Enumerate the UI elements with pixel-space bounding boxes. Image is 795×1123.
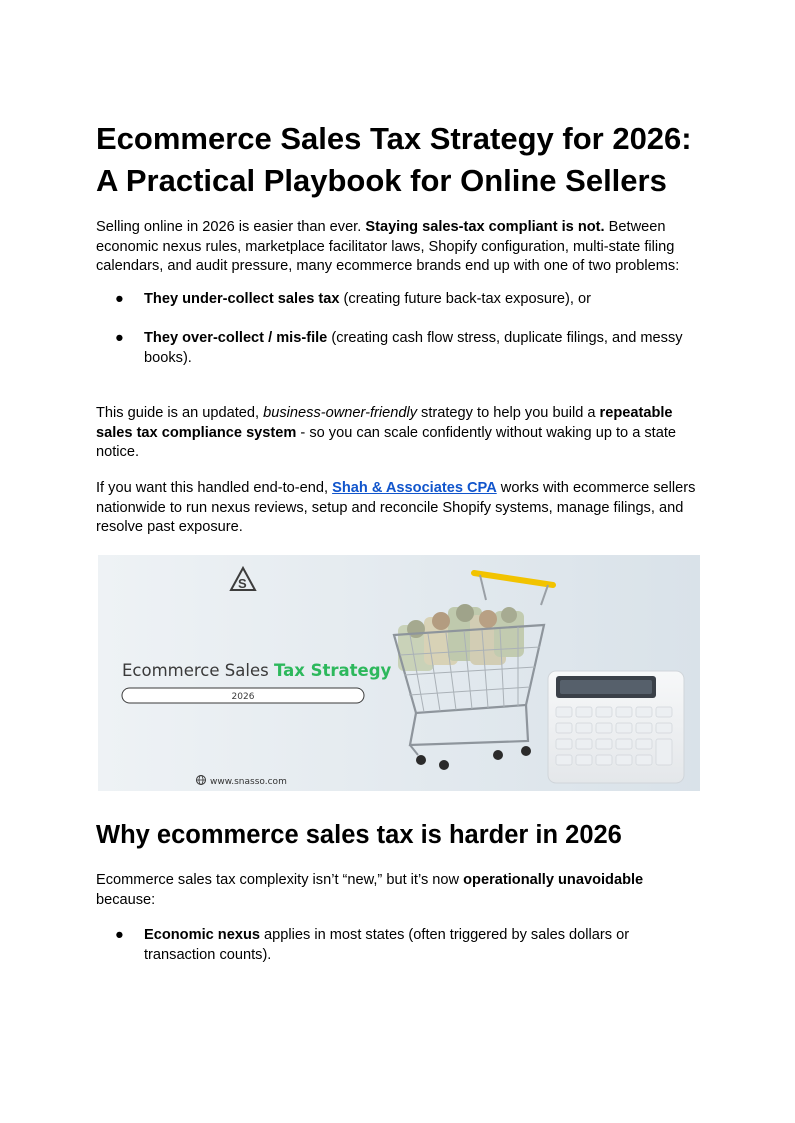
guide-bold: repeatable sales tax compliance system [96, 405, 673, 441]
list-item [96, 290, 700, 310]
problem-text: (creating cash flow stress, duplicate filings, and messy books). [144, 330, 683, 366]
article-title-line2: A Practical Playbook for Online Sellers [96, 163, 667, 198]
article-title-line1: Ecommerce Sales Tax Strategy for 2026: [96, 121, 692, 156]
hero-image [98, 555, 700, 791]
guide-italic: business-owner-friendly [263, 405, 417, 421]
bullet-icon: ● [115, 330, 124, 346]
section-intro-text-1: Ecommerce sales tax complexity isn’t “new,” but it’s now [96, 872, 464, 888]
intro-paragraph [96, 218, 696, 277]
reason-bold: Economic nexus [144, 927, 260, 943]
problem-text: (creating future back-tax exposure), or [339, 291, 591, 307]
guide-paragraph [96, 404, 696, 463]
hero-year: 2026 [231, 692, 255, 702]
reason-text: applies in most states (often triggered by sales dollars or transaction counts). [144, 927, 630, 963]
section-intro-paragraph [96, 871, 696, 910]
bullet-icon: ● [115, 291, 124, 307]
hero-url: www.snasso.com [210, 777, 287, 787]
guide-text-2: strategy to help you build a [417, 405, 600, 421]
intro-text-2: Between economic nexus rules, marketplace facilitator laws, Shopify configuration, multi-state filing calendars, and audit pressure, many ecommerce brands end up with one of two problems: [96, 219, 680, 274]
bullet-icon: ● [115, 927, 124, 943]
section-intro-text-2: because: [96, 891, 156, 908]
logo-letter: S [238, 576, 247, 591]
article-title [96, 118, 706, 202]
guide-text-1: This guide is an updated, [96, 405, 264, 421]
hero-title [122, 661, 392, 680]
cta-text-1: If you want this handled end-to-end, [96, 480, 333, 496]
list-item [96, 329, 700, 368]
hero-title-part2: Tax Strategy [273, 661, 392, 680]
section-heading: Why ecommerce sales tax is harder in 2026 [96, 821, 622, 849]
intro-text-1: Selling online in 2026 is easier than ever. [96, 219, 366, 235]
intro-bold: Staying sales-tax compliant is not. [365, 219, 605, 235]
list-item [96, 926, 700, 965]
cta-text-2: works with ecommerce sellers nationwide to run nexus reviews, setup and reconcile Shopify systems, manage filings, and resolve past exposure. [96, 480, 696, 535]
reasons-list [96, 926, 700, 965]
firm-link[interactable]: Shah & Associates CPA [332, 480, 497, 496]
problem-bold: They over-collect / mis-file [144, 330, 328, 346]
hero-title-part1: Ecommerce Sales [122, 661, 274, 680]
guide-text-3: - so you can scale confidently without waking up to a state notice. [96, 424, 677, 460]
calculator-icon [548, 671, 684, 783]
problem-bold: They under-collect sales tax [144, 291, 340, 307]
section-intro-bold: operationally unavoidable [463, 872, 644, 888]
cta-paragraph [96, 479, 696, 538]
problems-list [96, 290, 700, 368]
